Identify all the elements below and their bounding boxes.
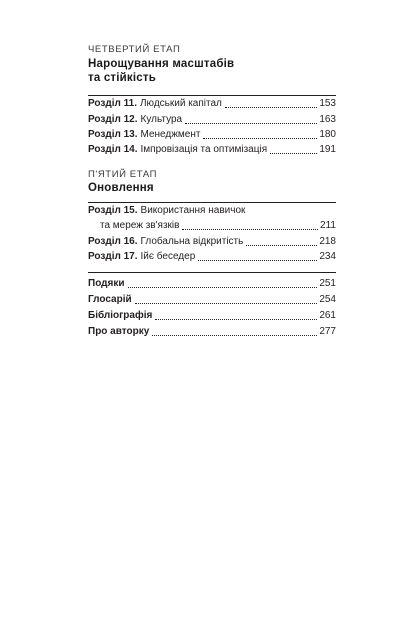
dot-leader [155, 319, 317, 320]
page-number: 277 [319, 326, 336, 337]
chapter-title-continued: та мереж зв'язків [100, 220, 180, 231]
toc-entry-acknowledgements[interactable] [88, 276, 336, 290]
page-number: 180 [319, 129, 336, 140]
chapter-title: Культура [140, 114, 183, 125]
dot-leader [198, 260, 317, 261]
chapter-number: Розділ 11. [88, 98, 137, 109]
stage-title-line-1: Нарощування масштабів [88, 58, 235, 70]
dot-leader [182, 229, 318, 230]
toc-entry-label [88, 251, 195, 263]
toc-entry-label [88, 205, 245, 217]
dot-leader [152, 335, 317, 336]
toc-entry-chapter-15[interactable] [88, 203, 336, 217]
chapter-number: Розділ 12. [88, 114, 138, 125]
chapter-title: Імпровізація та оптимізація [140, 144, 268, 155]
stage-title-line-2: та стійкість [88, 72, 156, 84]
page-number: 261 [319, 310, 336, 321]
chapter-title: Людський капітал [139, 98, 222, 109]
toc-entry-label [88, 129, 200, 141]
chapter-title: Менеджмент [140, 129, 201, 140]
toc-entry-label [88, 114, 182, 126]
page-number: 211 [320, 220, 336, 231]
chapter-number: Розділ 13. [88, 129, 138, 140]
backmatter-title: Бібліографія [88, 310, 153, 321]
toc-entry-chapter-15-continued[interactable] [88, 218, 336, 232]
toc-entry-label [88, 236, 243, 248]
chapter-number: Розділ 14. [88, 144, 138, 155]
chapter-number: Розділ 16. [88, 236, 138, 247]
page-number: 218 [319, 236, 336, 247]
chapter-number: Розділ 15. [88, 205, 138, 216]
page-number: 234 [319, 251, 336, 262]
page-number: 153 [319, 98, 336, 109]
toc-entry-chapter-13[interactable] [88, 127, 336, 141]
toc-entry-chapter-11[interactable] [88, 96, 336, 110]
backmatter-title: Подяки [88, 278, 125, 289]
stage-kicker: П'ЯТИЙ ЕТАП [88, 169, 158, 180]
dot-leader [128, 287, 318, 288]
dot-leader [246, 245, 317, 246]
backmatter-title: Про авторку [88, 326, 150, 337]
toc-entry-chapter-12[interactable] [88, 112, 336, 126]
toc-entry-glossary[interactable] [88, 292, 336, 306]
page-number: 163 [319, 114, 336, 125]
page-number: 251 [319, 278, 336, 289]
chapter-title: Глобальна відкритість [140, 236, 244, 247]
backmatter-title: Глосарій [88, 294, 132, 305]
page-number: 191 [319, 144, 336, 155]
section-divider [88, 272, 336, 273]
toc-entry-bibliography[interactable] [88, 308, 336, 322]
chapter-title: Використання навичок [140, 205, 246, 216]
page-number: 254 [319, 294, 336, 305]
dot-leader [135, 303, 318, 304]
toc-entry-label [88, 98, 222, 110]
toc-entry-about-author[interactable] [88, 324, 336, 338]
chapter-number: Розділ 17. [88, 251, 138, 262]
dot-leader [270, 153, 317, 154]
stage-kicker: ЧЕТВЕРТИЙ ЕТАП [88, 44, 181, 55]
toc-entry-chapter-14[interactable] [88, 142, 336, 156]
stage-title: Оновлення [88, 182, 154, 194]
toc-entry-label [88, 144, 267, 156]
dot-leader [185, 123, 317, 124]
dot-leader [203, 138, 317, 139]
toc-entry-chapter-16[interactable] [88, 234, 336, 248]
toc-entry-chapter-17[interactable] [88, 249, 336, 263]
dot-leader [225, 107, 317, 108]
chapter-title: Ійє беседер [140, 251, 196, 262]
